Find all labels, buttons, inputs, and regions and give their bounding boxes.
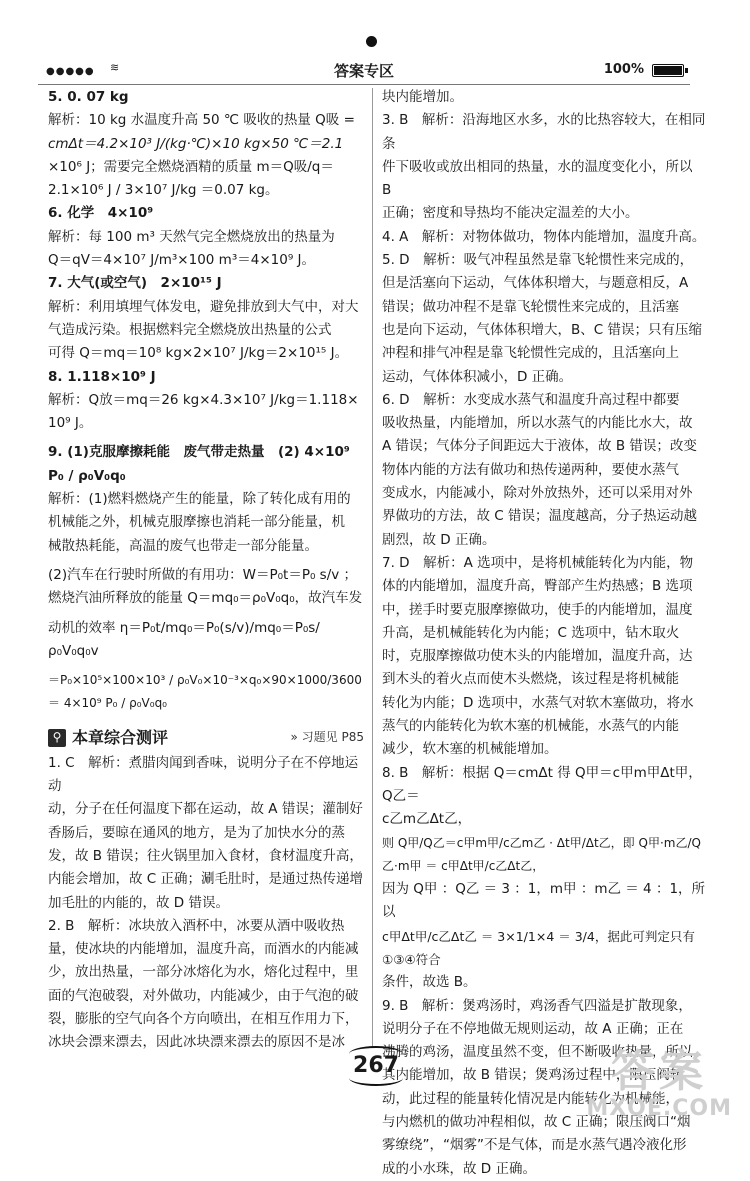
text-line: 械散热耗能，高温的废气也带走一部分能量。: [48, 537, 318, 554]
text-line: 动，此过程的能量转化情况是内能转化为机械能，: [382, 1090, 679, 1107]
answer-6: 6. D 解析：水变成水蒸气和温度升高过程中都要: [382, 391, 680, 408]
watermark: [586, 1048, 732, 1122]
text-line: 时，克服摩擦做功使木头的内能增加，温度升高，达: [382, 648, 693, 665]
text-line: 块内能增加。: [382, 89, 463, 105]
text-line: 蒸气的内能转化为软木塞的机械能，水蒸气的内能: [382, 718, 679, 735]
text-line: 但是活塞向下运动，气体体积增大，与题意相反，A: [382, 275, 689, 292]
camera-dot: [366, 36, 377, 47]
text-line: 因为 Q甲 ：Q乙 ＝ 3 ：1，m甲 ：m乙 ＝ 4 ：1，所以: [382, 881, 706, 921]
text-line: ×10⁶ J；需要完全燃烧酒精的质量 m＝Q吸/q＝: [48, 158, 334, 175]
status-bar: [38, 58, 690, 85]
text-line: 变成水，内能减小，除对外放热外，还可以采用对外: [382, 485, 693, 502]
text-line: 转化为内能；D 选项中，水蒸气对软木塞做功，将水: [382, 694, 694, 711]
wifi-icon: ≋: [110, 61, 120, 74]
section-title: 本章综合测评: [72, 728, 169, 748]
text-line: 加毛肚的内能的，故 D 错误。: [48, 894, 229, 911]
answer-4: 4. A 解析：对物体做功，物体内能增加，温度升高。: [382, 228, 706, 245]
answer-8: 8. 1.118×10⁹ J: [48, 368, 156, 385]
text-line: 冰块会漂来漂去，因此冰块漂来漂去的原因不是冰: [48, 1034, 345, 1051]
text-line: 其内能增加，故 B 错误；煲鸡汤过程中，限压阀转: [382, 1067, 684, 1084]
text-line: 剧烈，故 D 正确。: [382, 531, 496, 548]
text-line: 也是向下运动，气体体积增大，B、C 错误；只有压缩: [382, 321, 702, 338]
text-line: 运动，气体体积减小，D 正确。: [382, 368, 573, 385]
text-line: 成的小水珠，故 D 正确。: [382, 1160, 536, 1177]
text-line: 错误；做功冲程不是靠飞轮惯性来完成的，且活塞: [382, 298, 679, 315]
text-line: 冲程和排气冲程是靠飞轮惯性完成的，且活塞向上: [382, 345, 679, 362]
watermark-logo: 答案: [611, 1046, 708, 1097]
text-line: 香肠后，要晾在通风的地方，是为了加快水分的蒸: [48, 824, 345, 841]
text-line: 气造成污染。根据燃料完全燃烧放出热量的公式: [48, 321, 332, 338]
text-line: 解析：利用填埋气体发电，避免排放到大气中，对大: [48, 298, 359, 315]
text-line: 吸收热量，内能增加，所以水蒸气的内能比水大，故: [382, 415, 693, 432]
text-line: 内能会增加，故 C 正确；涮毛肚时，是通过热传递增: [48, 871, 364, 888]
formula-line: 则 Q甲/Q乙＝c甲m甲/c乙m乙 · Δt甲/Δt乙，即 Q甲·m乙/Q乙·m甲 ＝ c甲Δt甲/c乙Δt乙，: [382, 835, 701, 873]
text-line: 量，使冰块的内能增加，温度升高，而酒水的内能减: [48, 941, 359, 958]
text-line: 2.1×10⁶ J / 3×10⁷ J/kg ＝0.07 kg。: [48, 182, 279, 199]
text-line: 减少，软木塞的机械能增加。: [382, 741, 558, 758]
battery-icon: [652, 64, 684, 77]
answer-5: 5. D 解析：吸气冲程虽然是靠飞轮惯性来完成的，: [382, 252, 694, 269]
text-line: A 错误；气体分子间距远大于液体，故 B 错误；改变: [382, 438, 697, 455]
text-line: 升高，是机械能转化为内能；C 选项中，钻木取火: [382, 624, 680, 641]
text-line: 动，分子在任何温度下都在运动，故 A 错误；灌制好: [48, 801, 363, 818]
text-line: Q＝qV＝4×10⁷ J/m³×100 m³＝4×10⁹ J。: [48, 252, 316, 269]
text-line: 正确；密度和导热均不能决定温差的大小。: [382, 205, 639, 222]
magnifier-icon: ⚲: [48, 729, 66, 747]
answer-9: 9. B 解析：煲鸡汤时，鸡汤香气四溢是扩散现象，: [382, 997, 692, 1014]
text-line: 与内燃机的做功冲程相似，故 C 正确；限压阀口“烟: [382, 1114, 691, 1131]
text-line: 中，搓手时要克服摩擦做功，使手的内能增加，温度: [382, 601, 693, 618]
section-header: [48, 726, 364, 750]
signal-icon: ●●●●●: [46, 66, 95, 77]
text-line: 机械能之外，机械克服摩擦也消耗一部分能量，机: [48, 514, 345, 531]
text-line: 发，故 B 错误；往火锅里加入食材，食材温度升高，: [48, 847, 363, 864]
formula-line: 动机的效率 η＝P₀t/mq₀＝P₀(s/v)/mq₀＝P₀s/ρ₀V₀q₀v: [48, 619, 320, 659]
text-line: 沸腾的鸡汤，温度虽然不变，但不断吸收热量，所以: [382, 1044, 693, 1061]
text-line: 10⁹ J。: [48, 415, 93, 432]
answer-8: 8. B 解析：根据 Q＝cmΔt 得 Q甲＝c甲m甲Δt甲，Q乙＝: [382, 764, 702, 804]
text-line: 雾缭绕”，“烟雾”不是气体，而是水蒸气遇冷液化形: [382, 1137, 687, 1154]
answer-1: 1. C 解析：煮腊肉闻到香味，说明分子在不停地运动: [48, 754, 359, 795]
text-line: 件下吸收或放出相同的热量，水的温度变化小，所以 B: [382, 158, 693, 199]
status-title: 答案专区: [333, 62, 394, 80]
page-number: 267: [345, 1044, 407, 1088]
text-line: 面的气泡破裂，对外做功，内能减少，由于气泡的破: [48, 987, 359, 1004]
text-line: 说明分子在不停地做无规则运动，故 A 正确；正在: [382, 1020, 684, 1037]
right-column: [382, 86, 706, 1181]
text-line: cmΔt＝4.2×10³ J/(kg·℃)×10 kg×50 ℃＝2.1: [48, 135, 344, 152]
text-line: c乙m乙Δt乙，: [382, 811, 472, 828]
section-reference: » 习题见 P85: [290, 730, 364, 745]
text-line: 到木头的着火点而使木头燃烧，该过程是将机械能: [382, 671, 679, 688]
answer-5: 5. 0. 07 kg: [48, 89, 129, 105]
column-divider: [372, 88, 373, 1048]
text-line: 解析：每 100 m³ 天然气完全燃烧放出的热量为: [48, 228, 335, 245]
formula-line: c甲Δt甲/c乙Δt乙 ＝ 3×1/1×4 ＝ 3/4，据此可判定只有①③④符合: [382, 928, 695, 967]
battery-percent: 100%: [603, 62, 644, 77]
left-column: [48, 86, 364, 1055]
answer-7: 7. 大气(或空气) 2×10¹⁵ J: [48, 275, 222, 292]
text-line: 少，放出热量，一部分冰熔化为水，熔化过程中，里: [48, 964, 359, 981]
text-line: 界做功的方法，故 C 错误；温度越高，分子热运动越: [382, 508, 698, 525]
text-line: 解析：Q放＝mq＝26 kg×4.3×10⁷ J/kg＝1.118×: [48, 391, 359, 408]
text-line: 体的内能增加，温度升高，臀部产生灼热感；B 选项: [382, 578, 693, 595]
watermark-url: MXQE.COM: [586, 1096, 732, 1121]
formula-line: ＝P₀×10⁵×100×10³ / ρ₀V₀×10⁻³×q₀×90×1000/3600 ＝ 4×10⁹ P₀ / ρ₀V₀q₀: [48, 673, 362, 711]
text-line: 解析：(1)燃料燃烧产生的能量，除了转化成有用的: [48, 491, 351, 508]
text-line: 条件，故选 B。: [382, 974, 477, 991]
text-line: 物体内能的方法有做功和热传递两种，要使水蒸气: [382, 461, 679, 478]
answer-3: 3. B 解析：沿海地区水多，水的比热容较大，在相同条: [382, 112, 706, 152]
text-line: (2)汽车在行驶时所做的有用功：W＝P₀t＝P₀ s/v ；: [48, 566, 358, 583]
text-line: 解析：10 kg 水温度升高 50 ℃ 吸收的热量 Q吸 =: [48, 112, 355, 129]
answer-2: 2. B 解析：冰块放入酒杯中，冰要从酒中吸收热: [48, 917, 345, 934]
text-line: 可得 Q＝mq＝10⁸ kg×2×10⁷ J/kg＝2×10¹⁵ J。: [48, 345, 349, 362]
text-line: 裂，膨胀的空气向各个方向喷出，在相互作用力下，: [48, 1010, 359, 1027]
answer-9: 9. (1)克服摩擦耗能 废气带走热量 (2) 4×10⁹ P₀ / ρ₀V₀q₀: [48, 444, 350, 484]
answer-6: 6. 化学 4×10⁹: [48, 205, 154, 222]
answer-7: 7. D 解析：A 选项中，是将机械能转化为内能，物: [382, 554, 694, 571]
text-line: 燃烧汽油所释放的能量 Q＝mq₀＝ρ₀V₀q₀，故汽车发: [48, 590, 363, 607]
